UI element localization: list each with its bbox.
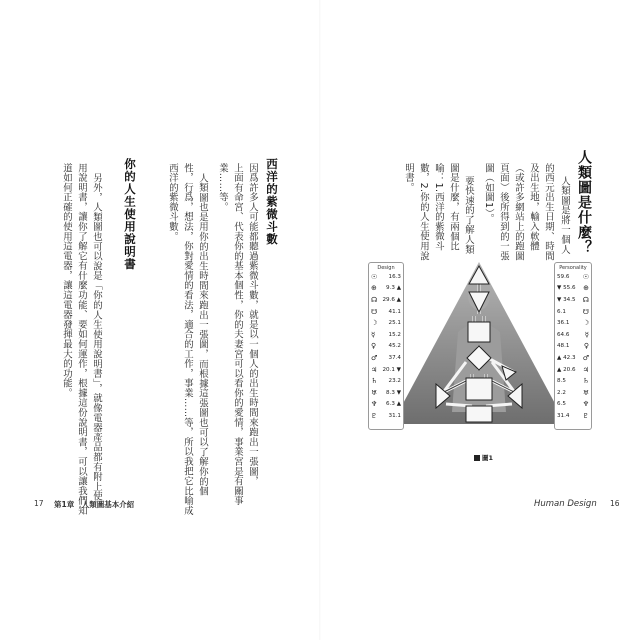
gate-value: 6.1 <box>557 308 566 315</box>
heading-western-ziwei: 西洋的紫微斗數 <box>265 158 279 246</box>
planet-row <box>369 341 403 353</box>
planet-glyph-icon: ☿ <box>371 330 376 339</box>
planet-glyph-icon: ♅ <box>582 388 589 397</box>
body-line: 人類圖也是用你的出生時間來跑出一張圖，而根據這張圖也可以了解你的個 <box>197 173 208 497</box>
head-center <box>469 266 489 284</box>
planet-glyph-icon: ♄ <box>371 377 378 386</box>
gate-value: ▼ 34.5 <box>557 296 576 303</box>
design-label: Design <box>377 265 395 271</box>
planet-glyph-icon: ♃ <box>371 365 378 374</box>
planet-glyph-icon: ☊ <box>371 295 378 304</box>
planet-glyph-icon: ☋ <box>582 307 589 316</box>
body-line: 要快速的了解人類 <box>463 176 474 255</box>
body-line: 人類圖是將一個人 <box>559 176 570 255</box>
gate-value: 2.2 <box>557 389 566 396</box>
planet-row <box>369 317 403 329</box>
planet-row <box>555 364 591 376</box>
planet-glyph-icon: ♄ <box>582 377 589 386</box>
planet-glyph-icon: ♂ <box>371 353 378 362</box>
planet-row <box>555 271 591 283</box>
body-line: 用說明書，讓你了解它有什麼功能、要如何運作，根據這份說明書，可以讓我們知 <box>76 163 87 516</box>
planet-glyph-icon: ☉ <box>582 272 589 281</box>
gate-value: ▼ 55.6 <box>557 285 576 292</box>
planet-glyph-icon: ☽ <box>371 319 378 328</box>
planet-glyph-icon: ☊ <box>582 295 589 304</box>
planet-glyph-icon: ♅ <box>371 388 378 397</box>
planet-glyph-icon: ♆ <box>582 400 589 409</box>
heading-life-manual: 你的人生使用說明書 <box>123 158 137 271</box>
body-line: 及出生地，輸入軟體 <box>528 163 539 252</box>
personality-rows <box>555 271 591 422</box>
planet-row <box>555 387 591 399</box>
body-line: 西洋的紫微斗數。 <box>167 163 178 242</box>
body-line: 上面有命宮、代表你的基本個性，你的夫妻宮可以看你的愛情，事業宮是有關事 <box>232 163 243 506</box>
gate-value: 41.1 <box>388 308 401 315</box>
sacral-center <box>466 378 492 400</box>
gate-value: 64.6 <box>557 331 570 338</box>
planet-glyph-icon: ♇ <box>371 411 378 420</box>
gate-value: 36.1 <box>557 320 570 327</box>
root-center <box>466 406 492 422</box>
gate-value: 9.3 ▲ <box>386 285 401 292</box>
planet-row <box>555 410 591 422</box>
gate-value: ▲ 20.6 <box>557 366 576 373</box>
gate-value: 29.6 ▲ <box>382 296 401 303</box>
planet-glyph-icon: ☽ <box>582 319 589 328</box>
throat-center <box>468 322 490 342</box>
planet-glyph-icon: ⊕ <box>583 284 589 293</box>
body-line: 圖（如圖1）。 <box>483 163 494 224</box>
body-line: 另外，人類圖也可以說是「你的人生使用說明書」，就像電器產品都有附上使 <box>91 173 102 502</box>
planet-row <box>555 317 591 329</box>
gate-value: 8.5 <box>557 378 566 385</box>
planet-glyph-icon: ☉ <box>371 272 378 281</box>
planet-row <box>369 294 403 306</box>
planet-row <box>555 306 591 318</box>
planet-row <box>555 294 591 306</box>
gate-value: 8.3 ▼ <box>386 389 401 396</box>
chapter-title: 人類圖是什麼？ <box>576 150 592 255</box>
design-panel <box>368 262 404 430</box>
body-line: （或許多網站上的跑圖 <box>513 163 524 261</box>
planet-row <box>369 375 403 387</box>
personality-label: Personality <box>559 265 587 271</box>
gate-value: 6.3 ▲ <box>386 401 401 408</box>
caption-square-icon <box>474 455 480 461</box>
planet-glyph-icon: ♇ <box>582 411 589 420</box>
body-line: 性，行爲，想法，你對愛情的看法，適合的工作，事業……等，所以我把它比喻成 <box>182 163 193 516</box>
planet-row <box>555 283 591 295</box>
planet-row <box>369 387 403 399</box>
gate-value: 6.5 <box>557 401 566 408</box>
planet-glyph-icon: ♀ <box>583 342 589 351</box>
running-head-left: 第1章 人類圖基本介紹 <box>54 500 135 509</box>
planet-row <box>369 306 403 318</box>
planet-glyph-icon: ♂ <box>582 353 589 362</box>
body-line: 因爲許多人可能都聽過紫微斗數，就是以一個人的出生時間來跑出一張圖， <box>247 163 258 487</box>
body-line: 的西元出生日期、時間 <box>543 163 554 261</box>
planet-glyph-icon: ⊕ <box>371 284 377 293</box>
gate-value: ▲ 42.3 <box>557 354 576 361</box>
gate-value: 25.1 <box>388 320 401 327</box>
planet-glyph-icon: ☋ <box>371 307 378 316</box>
gate-value: 20.1 ▼ <box>382 366 401 373</box>
figure-caption-text: 圖1 <box>482 454 494 462</box>
planet-row <box>555 375 591 387</box>
gate-value: 23.2 <box>388 378 401 385</box>
planet-row <box>369 399 403 411</box>
body-line: 頁面）後所得到的一張 <box>498 163 509 261</box>
page-number-right: 16 <box>610 499 620 508</box>
planet-glyph-icon: ♀ <box>371 342 377 351</box>
body-line: 業……等。 <box>217 163 228 212</box>
body-line: 道如何正確的使用這電器，讓這電器發揮最大的功能。 <box>61 163 72 398</box>
planet-glyph-icon: ♆ <box>371 400 378 409</box>
gate-value: 59.6 <box>557 273 570 280</box>
gate-value: 37.4 <box>388 354 401 361</box>
gate-value: 45.2 <box>388 343 401 350</box>
body-line: 明書。 <box>403 163 414 193</box>
body-line: 圖是什麼，有兩個比 <box>448 163 459 252</box>
planet-row <box>369 352 403 364</box>
planet-glyph-icon: ☿ <box>584 330 589 339</box>
page-number-left: 17 <box>34 499 44 508</box>
gate-value: 31.1 <box>388 412 401 419</box>
planet-row <box>555 352 591 364</box>
figure-caption <box>474 453 493 462</box>
planet-row <box>555 399 591 411</box>
planet-glyph-icon: ♃ <box>582 365 589 374</box>
gate-value: 31.4 <box>557 412 570 419</box>
planet-row <box>369 283 403 295</box>
planet-row <box>555 341 591 353</box>
body-line: 喻：1.西洋的紫微斗 <box>433 163 444 252</box>
running-head-right: Human Design <box>534 499 597 509</box>
planet-row <box>369 410 403 422</box>
gate-value: 48.1 <box>557 343 570 350</box>
design-rows <box>369 271 403 422</box>
gate-value: 16.3 <box>388 273 401 280</box>
body-line: 數，2.你的人生使用說 <box>418 163 429 261</box>
personality-panel <box>554 262 592 430</box>
planet-row <box>555 329 591 341</box>
planet-row <box>369 329 403 341</box>
gate-value: 15.2 <box>388 331 401 338</box>
human-design-chart <box>368 262 590 432</box>
planet-row <box>369 364 403 376</box>
planet-row <box>369 271 403 283</box>
